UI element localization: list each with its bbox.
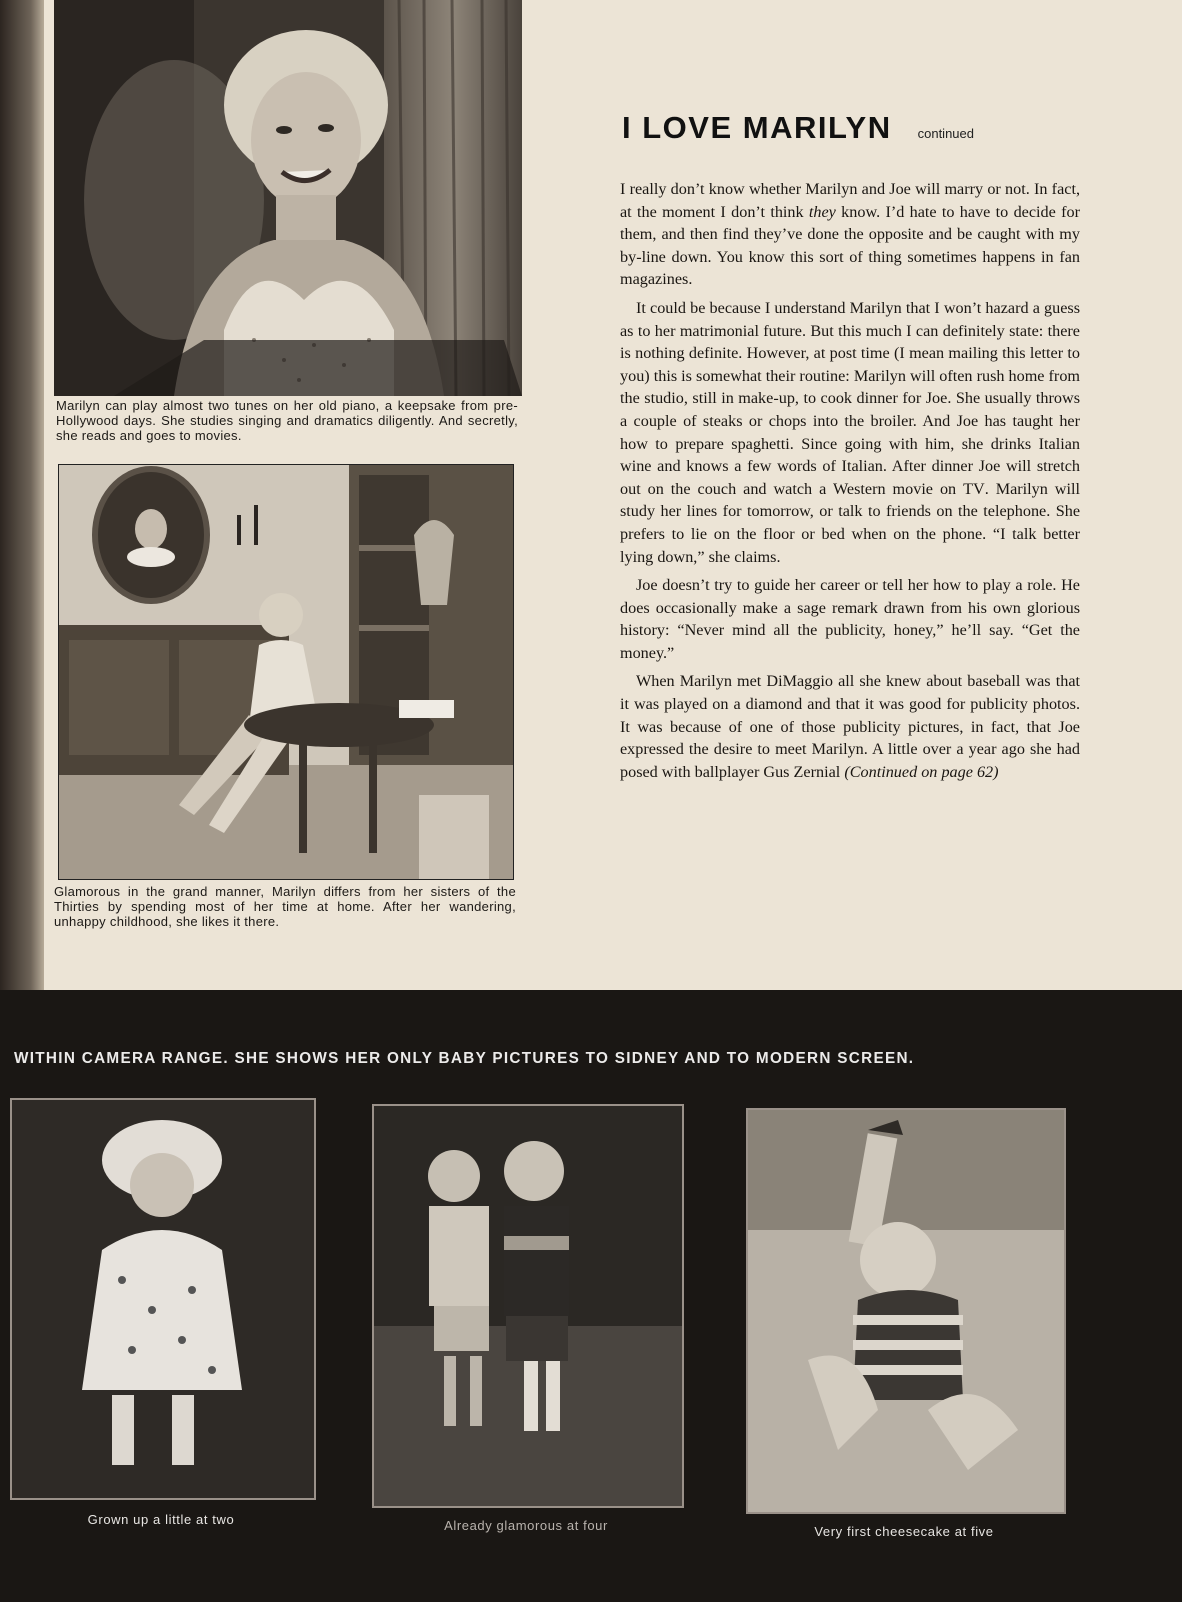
band-title: WITHIN CAMERA RANGE. SHE SHOWS HER ONLY BABY PICTURES TO SIDNEY AND TO MODERN SCREEN. [14, 1050, 915, 1067]
photo-marilyn-piano [54, 0, 522, 396]
headline-continued: continued [917, 126, 974, 141]
caption-piano-photo: Marilyn can play almost two tunes on her old piano, a keepsake from pre-Hollywood days. She studies singing and dramatics diligently. And secretly, she reads and goes to movies. [56, 398, 518, 443]
paragraph-2: It could be because I understand Marilyn that I won’t hazard a guess as to her matrimonial future. But this much I can definitely state: there is nothing definite. However, at post time (I mean mailing this letter to you) this is somewhat their routine: Marilyn will often rush home from the studio, still in make-up, to cook dinner for Joe. She usually throws a couple of steaks or chops into the broiler. And Joe has taught her how to prepare spaghetti. Since going with him, she drinks Italian wine and knows a few words of Italian. After dinner Joe will stretch out on the couch and watch a Western movie on TV. Marilyn will study her lines for tomorrow, or talk to friends on the telephone. She prefers to lie on the floor or bed when on the phone. “I talk better lying down,” she claims. [620, 298, 1080, 566]
paragraph-4: When Marilyn met DiMaggio all she knew about baseball was that it was played on a diamond and that it was good for publicity photos. It was because of one of those publicity pictures, in fact, that Joe expressed the desire to meet Marilyn. A little over a year ago she had posed with ballplayer Gus Zernial (Continued on page 62) [620, 672, 1080, 781]
continued-on-page: (Continued on page 62) [844, 762, 999, 781]
caption-living-room-photo: Glamorous in the grand manner, Marilyn differs from her sisters of the Thirties by spending most of her time at home. After her wandering, unhappy childhood, she likes it there. [54, 884, 516, 929]
paragraph-1: I really don’t know whether Marilyn and Joe will marry or not. In fact, at the moment I don’t think they know. I’d hate to have to decide for them, and then find they’ve done the opposite and be caught with my by-line down. You know this sort of thing sometimes happens in fan magazines. [620, 180, 1080, 289]
emphasis-they: they [808, 202, 836, 221]
paragraph-3: Joe doesn’t try to guide her career or tell her how to play a role. He does occasionally make a sage remark drawn from his own glorious history: “Never mind all the publicity, honey,” he’ll say. “Get the money.” [620, 576, 1080, 662]
tv-abbrev: TV [963, 479, 985, 498]
baby-photo-age-two [10, 1098, 316, 1500]
photo-marilyn-living-room [58, 464, 514, 880]
baby-photo-age-five [746, 1108, 1066, 1514]
baby-photo-age-four [372, 1104, 684, 1508]
headline-title: I LOVE MARILYN [622, 110, 892, 145]
article-headline [622, 110, 1072, 146]
baby-caption-age-four: Already glamorous at four [444, 1518, 608, 1533]
article-body [620, 178, 1080, 789]
page-binding-shadow [0, 0, 44, 990]
baby-caption-age-two: Grown up a little at two [87, 1512, 235, 1527]
baby-caption-age-five: Very first cheesecake at five [814, 1524, 994, 1539]
